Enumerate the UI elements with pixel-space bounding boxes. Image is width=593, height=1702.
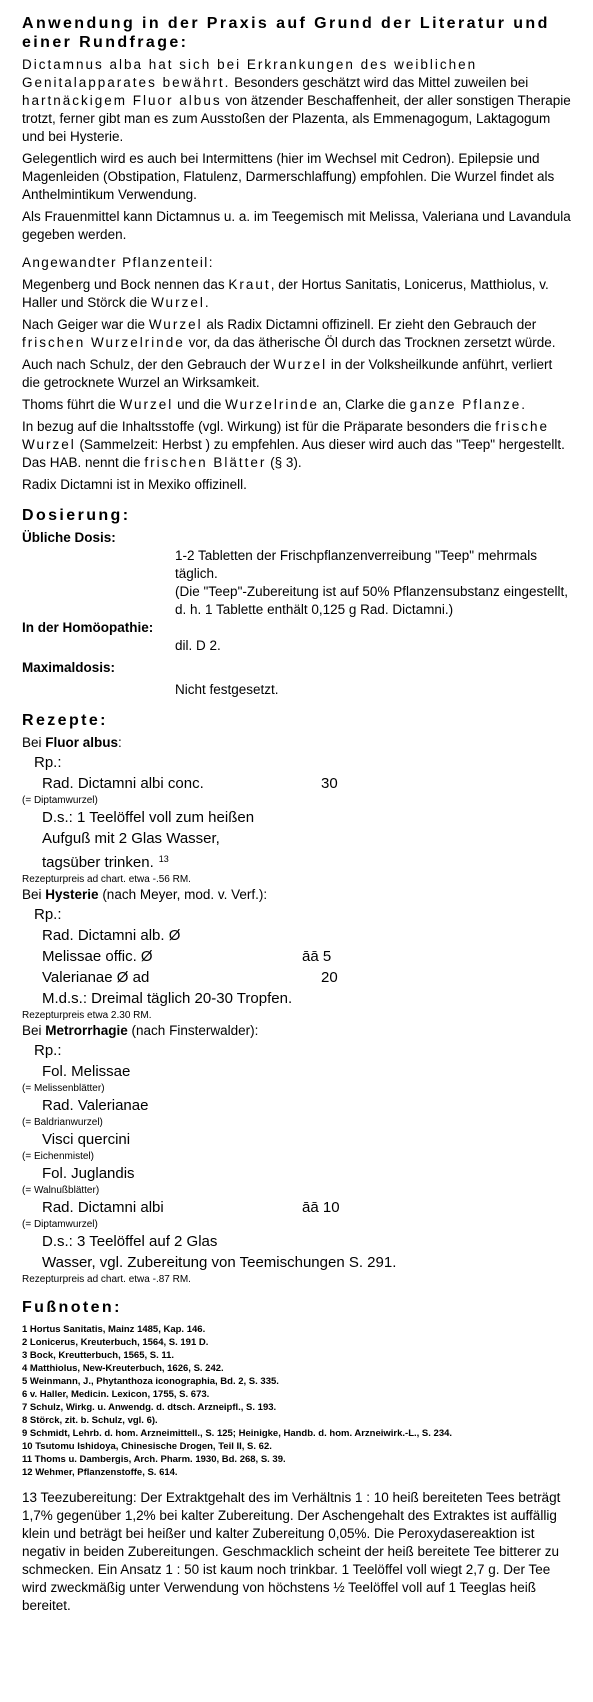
recipe-ingredient	[42, 773, 573, 794]
paragraph-anwendung-2: Gelegentlich wird es auch bei Intermittens (hier im Wechsel mit Cedron). Epilepsie und Magenleiden (Obstipation, Flatulenz, Darmerschlaffung) empfohlen. Die Wurzel findet als Anthelmintikum Verwendung.	[22, 151, 555, 202]
text: Bei	[22, 887, 46, 902]
dosis-label-ueblich: Übliche Dosis:	[22, 530, 116, 545]
recipe-signatur: Aufguß mit 2 Glas Wasser,	[42, 830, 220, 847]
spaced-text: hartnäckigem Fluor albus	[22, 93, 222, 108]
text: .	[204, 295, 209, 310]
recipe-ingredient: Fol. Melissae	[42, 1063, 131, 1080]
recipe-indication: Hysterie	[45, 887, 99, 902]
paragraph-pflanzenteil-5	[22, 418, 573, 472]
dosis-label-homoeopathie: In der Homöopathie:	[22, 620, 154, 635]
recipe-ingredient	[42, 1197, 573, 1218]
ingredient-quantity: āā 10	[302, 1199, 340, 1216]
footnote-13-teezubereitung: 13 Teezubereitung: Der Extraktgehalt des im Verhältnis 1 : 10 heiß bereiteten Tees beträgt 1,7% gegenüber 1,2% bei kalter Zubereitung. Der Aschengehalt des Extraktes ist auffällig klein und beträgt bei heißer und kalter Zubereitung 0,05%. Die Peroxydasereaktion ist negativ in beiden Zubereitungen. Geschmacklich scheint der heiß bereitete Tee bitterer zu schmecken. Ein Ansatz 1 : 50 ist kaum noch trinkbar. 1 Teelöffel voll wiegt 2,7 g. Der Tee wird zweckmäßig unter Verwendung von höchstens ½ Teelöffel voll auf 1 Teeglas heiß bereitet.	[22, 1490, 561, 1613]
dosis-line: 1-2 Tabletten der Frischpflanzenverreibung "Teep" mehrmals täglich.	[175, 548, 538, 581]
section-title-rezepte: Rezepte:	[22, 712, 108, 729]
text: von ätzender Beschaffenheit, der aller sonstigen Therapie trotzt, ferner gibt man es zum Ausstoßen der Plazenta, als Emmenagogum, Laktagogum und bei Hysterie.	[22, 93, 571, 144]
footnote-item: 10 Tsutomu Ishidoya, Chinesische Drogen, Teil II, S. 62.	[22, 1441, 272, 1452]
ingredient-note: (= Melissenblätter)	[22, 1083, 105, 1094]
recipe-ingredient	[42, 946, 573, 967]
text: (nach Meyer, mod. v. Verf.):	[98, 887, 268, 902]
text: und die	[173, 397, 226, 412]
text: in der Volksheilkunde anführt, verliert die getrocknete Wurzel an Wirksamkeit.	[22, 357, 553, 390]
paragraph-pflanzenteil-6: Radix Dictamni ist in Mexiko offizinell.	[22, 477, 247, 492]
recipe-rp: Rp.:	[34, 754, 62, 771]
ingredient-quantity: 30	[321, 775, 338, 792]
text: Nach Geiger war die	[22, 317, 149, 332]
section-title-fussnoten: Fußnoten:	[22, 1299, 122, 1316]
ingredient-name: Valerianae Ø ad	[42, 969, 150, 986]
recipe-ingredient: Rad. Dictamni alb. Ø	[42, 927, 181, 944]
recipe-ingredient: Rad. Valerianae	[42, 1097, 149, 1114]
spaced-text: Dictamnus alba hat sich bei Erkrankungen des weiblichen Genitalapparates bewährt.	[22, 57, 478, 90]
ingredient-note: (= Diptamwurzel)	[22, 1219, 98, 1230]
text: an, Clarke die	[318, 397, 410, 412]
text: Thoms führt die	[22, 397, 120, 412]
paragraph-pflanzenteil-1	[22, 276, 573, 312]
spaced-text: Wurzelrinde	[225, 397, 319, 412]
spaced-text: Kraut	[228, 277, 271, 292]
text: vor, da das ätherische Öl durch das Trocknen zersetzt würde.	[184, 335, 556, 350]
recipe-signatur: D.s.: 3 Teelöffel auf 2 Glas	[42, 1233, 218, 1250]
dosis-value-ueblich	[175, 547, 573, 619]
recipe-heading-hysterie	[22, 886, 573, 904]
recipe-indication: Fluor albus	[45, 735, 119, 750]
text: Auch nach Schulz, der den Gebrauch der	[22, 357, 274, 372]
text: .	[521, 397, 526, 412]
recipe-heading-fluor	[22, 734, 573, 752]
section-title-anwendung: Anwendung in der Praxis auf Grund der Literatur und einer Rundfrage:	[22, 15, 550, 51]
spaced-text: Wurzel	[119, 397, 174, 412]
footnote-item: 12 Wehmer, Pflanzenstoffe, S. 614.	[22, 1467, 178, 1478]
recipe-signatur: Wasser, vgl. Zubereitung von Teemischungen S. 291.	[42, 1254, 397, 1271]
spaced-text: Wurzel	[148, 317, 203, 332]
recipe-heading-metrorrhagie	[22, 1022, 573, 1040]
recipe-ingredient	[42, 967, 573, 988]
ingredient-note: (= Walnußblätter)	[22, 1185, 100, 1196]
recipe-price: Rezepturpreis ad chart. etwa -.56 RM.	[22, 874, 191, 885]
footnote-item: 8 Störck, zit. b. Schulz, vgl. 6).	[22, 1415, 158, 1426]
text: , der Hortus Sanitatis, Lonicerus, Matthiolus, v. Haller und Störck die	[22, 277, 549, 310]
spaced-text: Wurzel	[273, 357, 328, 372]
spaced-text: ganze Pflanze	[409, 397, 522, 412]
text: In bezug auf die Inhaltsstoffe (vgl. Wirkung) ist für die Präparate besonders die	[22, 419, 496, 434]
spaced-text: Wurzel	[151, 295, 205, 310]
footnote-item: 6 v. Haller, Medicin. Lexicon, 1755, S. 673.	[22, 1389, 210, 1400]
recipe-indication: Metrorrhagie	[45, 1023, 128, 1038]
paragraph-pflanzenteil-2	[22, 316, 573, 352]
paragraph-anwendung-3: Als Frauenmittel kann Dictamnus u. a. im Teegemisch mit Melissa, Valeriana und Lavandula gegeben werden.	[22, 209, 571, 242]
recipe-price: Rezepturpreis ad chart. etwa -.87 RM.	[22, 1274, 191, 1285]
ingredient-note: (= Diptamwurzel)	[22, 795, 98, 806]
spaced-text: frischen Wurzelrinde	[22, 335, 185, 350]
ingredient-quantity: 20	[321, 969, 338, 986]
text: (Sammelzeit: Herbst ) zu empfehlen. Aus dieser wird auch das "Teep" hergestellt. Das HAB. nennt die	[22, 437, 565, 470]
footnote-item: 1 Hortus Sanitatis, Mainz 1485, Kap. 146.	[22, 1324, 206, 1335]
footnote-item: 9 Schmidt, Lehrb. d. hom. Arzneimittell., S. 125; Heinigke, Handb. d. hom. Arzneiwirk.-L., S. 234.	[22, 1428, 453, 1439]
paragraph-pflanzenteil-4	[22, 396, 573, 414]
footnote-item: 4 Matthiolus, New-Kreuterbuch, 1626, S. 242.	[22, 1363, 224, 1374]
recipe-ingredient: Fol. Juglandis	[42, 1165, 135, 1182]
text: Megenberg und Bock nennen das	[22, 277, 229, 292]
footnote-item: 5 Weinmann, J., Phytanthoza iconographia, Bd. 2, S. 335.	[22, 1376, 279, 1387]
ingredient-name: Melissae offic. Ø	[42, 948, 153, 965]
text: als Radix Dictamni offizinell. Er zieht den Gebrauch der	[202, 317, 537, 332]
text: :	[118, 735, 122, 750]
dosis-line: d. h. 1 Tablette enthält 0,125 g Rad. Dictamni.)	[175, 602, 454, 617]
ingredient-note: (= Eichenmistel)	[22, 1151, 94, 1162]
section-title-dosierung: Dosierung:	[22, 507, 131, 524]
text: Bei	[22, 1023, 46, 1038]
footnote-item: 11 Thoms u. Dambergis, Arch. Pharm. 1930, Bd. 268, S. 39.	[22, 1454, 286, 1465]
ingredient-name: Rad. Dictamni albi	[42, 1199, 164, 1216]
recipe-rp: Rp.:	[34, 1042, 62, 1059]
footnote-item: 7 Schulz, Wirkg. u. Anwendg. d. dtsch. Arzneipfl., S. 193.	[22, 1402, 277, 1413]
spaced-text: frischen Blätter	[144, 455, 267, 470]
recipe-signatur: D.s.: 1 Teelöffel voll zum heißen	[42, 809, 255, 826]
recipe-signatur: M.d.s.: Dreimal täglich 20-30 Tropfen.	[42, 990, 293, 1007]
section-title-pflanzenteil: Angewandter Pflanzenteil:	[22, 255, 214, 270]
footnote-item: 2 Lonicerus, Kreuterbuch, 1564, S. 191 D.	[22, 1337, 209, 1348]
footnote-list	[22, 1323, 573, 1479]
recipe-price: Rezepturpreis etwa 2.30 RM.	[22, 1010, 152, 1021]
ingredient-quantity: āā 5	[302, 948, 332, 965]
recipe-signatur	[42, 849, 573, 873]
footnote-ref: 13	[158, 854, 169, 864]
text: Bei	[22, 735, 46, 750]
dosis-value-maximal: Nicht festgesetzt.	[175, 682, 279, 697]
dosis-label-maximal: Maximaldosis:	[22, 660, 116, 675]
text: Besonders geschätzt wird das Mittel zuweilen bei	[230, 75, 529, 90]
ingredient-note: (= Baldrianwurzel)	[22, 1117, 103, 1128]
text: (§ 3).	[266, 455, 302, 470]
dosis-line: (Die "Teep"-Zubereitung ist auf 50% Pflanzensubstanz eingestellt,	[175, 584, 569, 599]
paragraph-anwendung-1	[22, 56, 573, 146]
text: (nach Finsterwalder):	[127, 1023, 259, 1038]
paragraph-pflanzenteil-3	[22, 356, 573, 392]
ingredient-name: Rad. Dictamni albi conc.	[42, 775, 204, 792]
recipe-ingredient: Visci quercini	[42, 1131, 131, 1148]
recipe-rp: Rp.:	[34, 906, 62, 923]
spaced-text: frische Wurzel	[22, 419, 550, 452]
dosis-value-homoeopathie: dil. D 2.	[175, 638, 221, 653]
footnote-item: 3 Bock, Kreutterbuch, 1565, S. 11.	[22, 1350, 175, 1361]
text: tagsüber trinken.	[42, 854, 154, 871]
